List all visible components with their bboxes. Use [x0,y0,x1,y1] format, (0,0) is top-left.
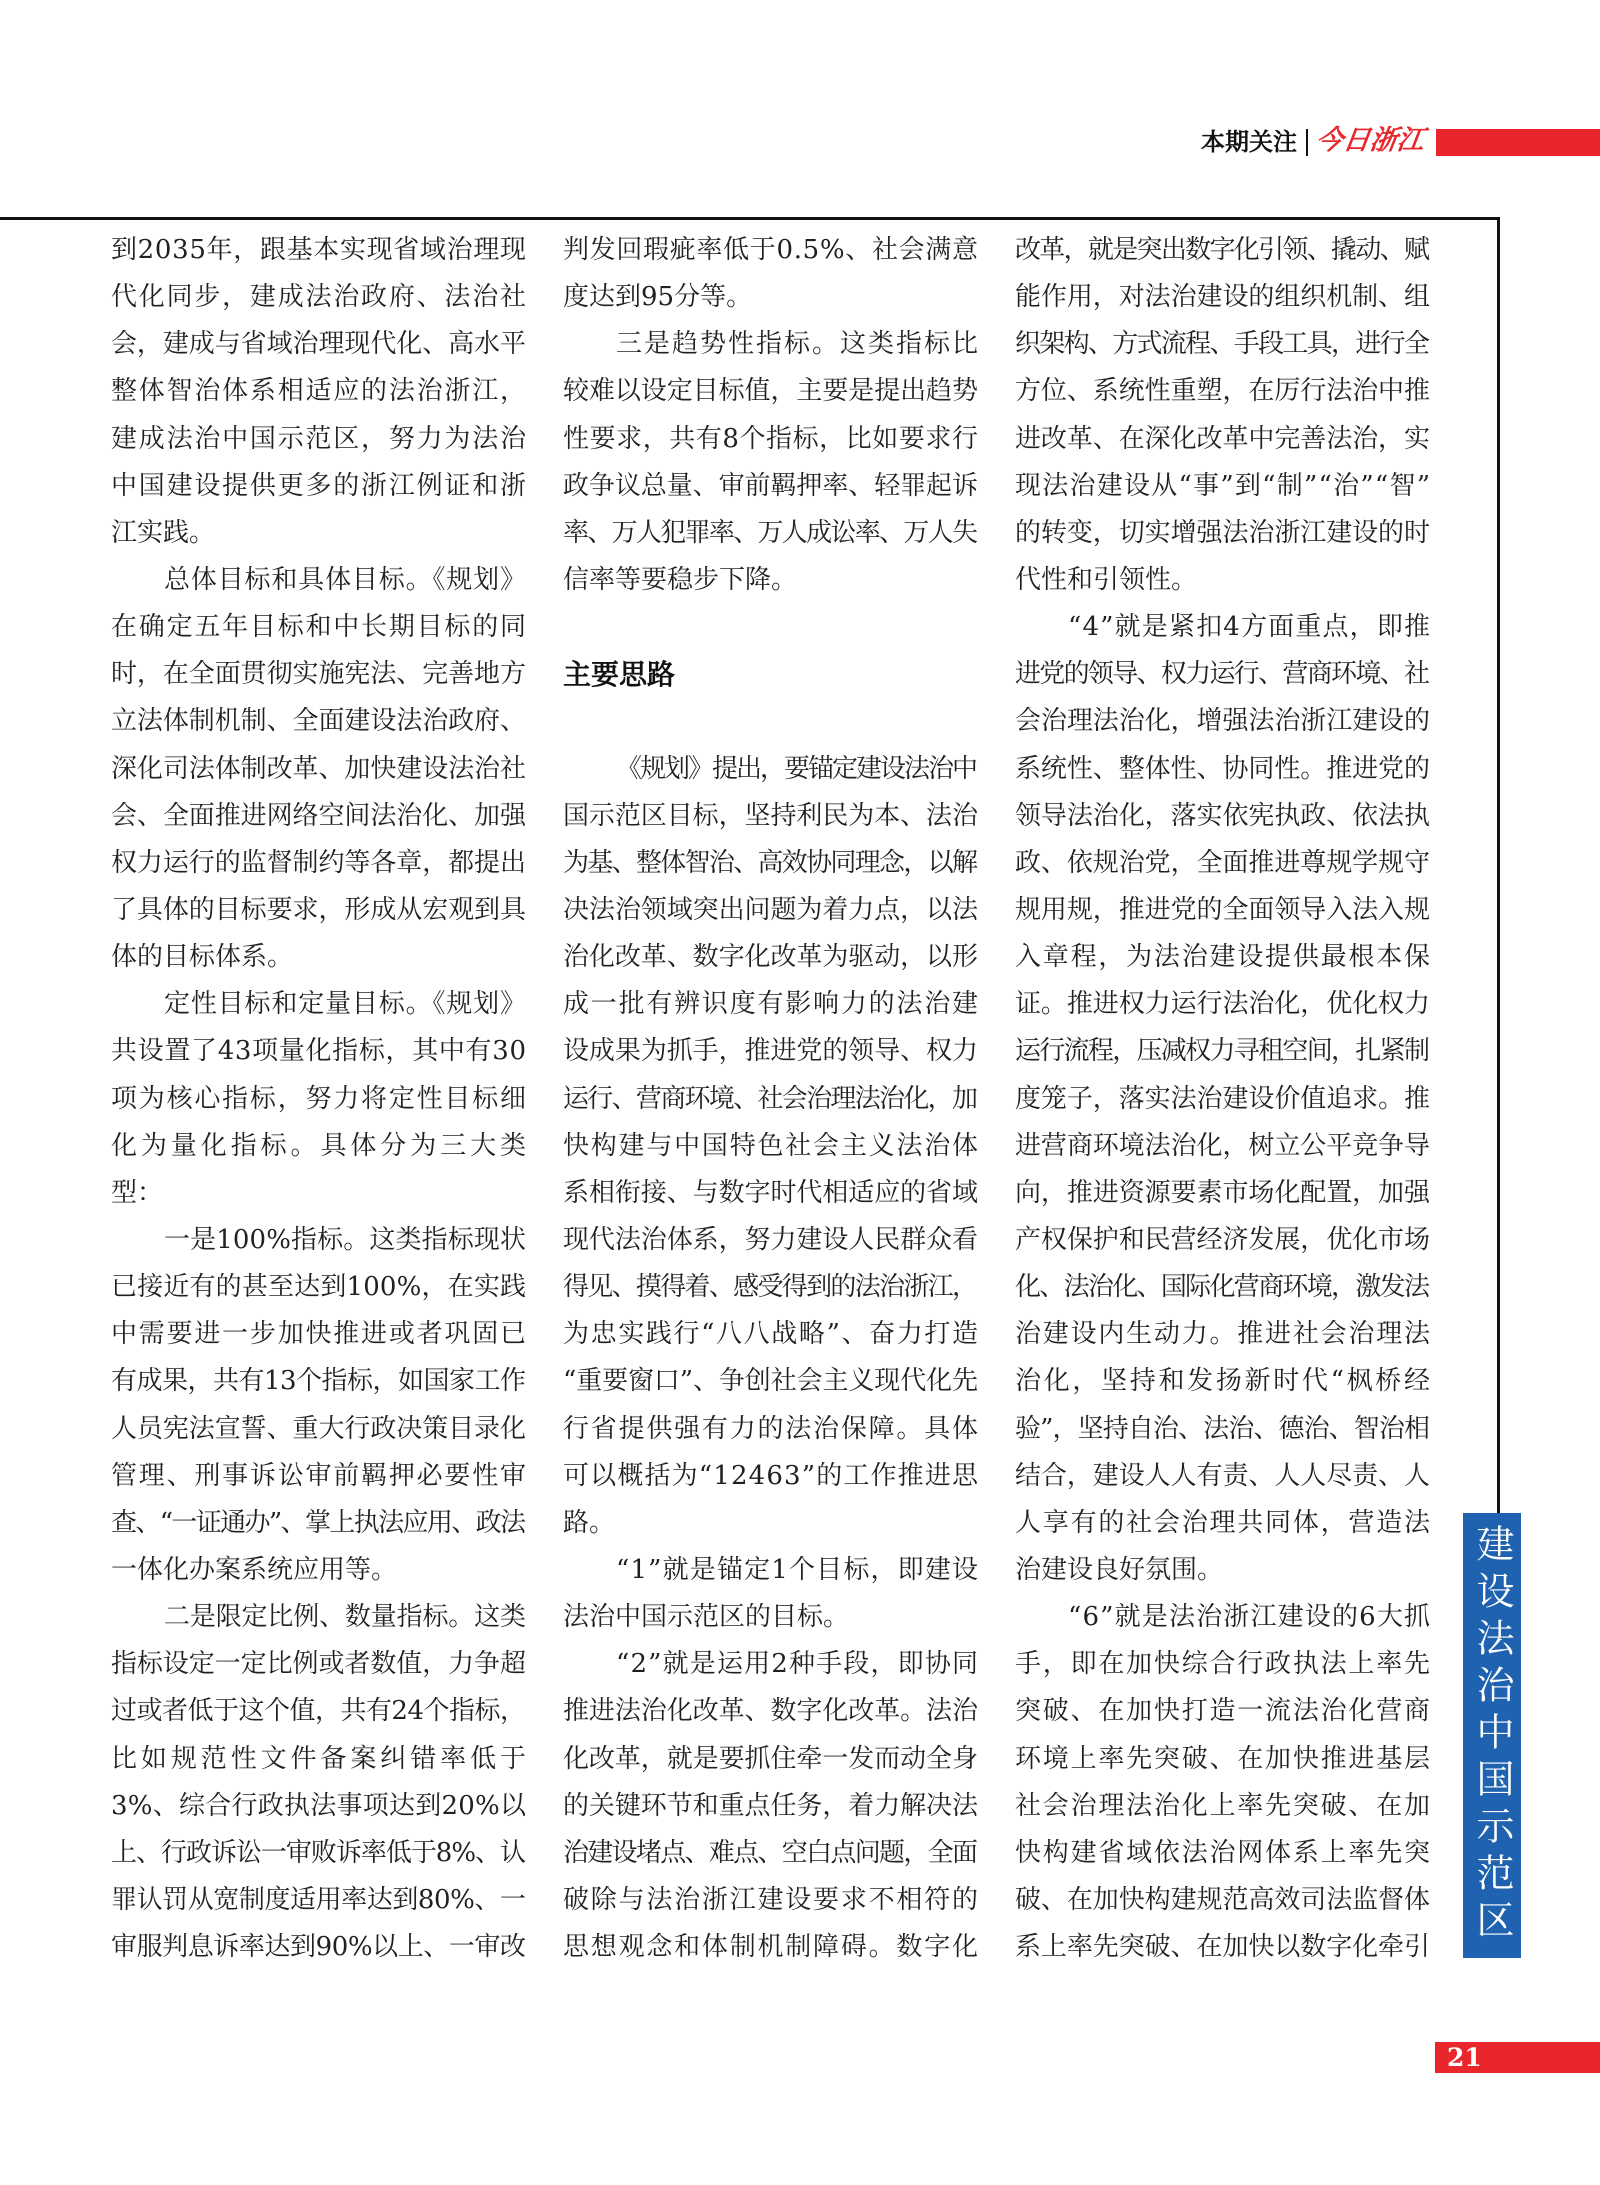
text-line: 审服判息诉率达到90%以上、一审改 [111,1932,526,1963]
blank-line [563,604,978,651]
text-line: 三是趋势性指标。这类指标比 [616,329,980,360]
text-line: 系相衔接、与数字时代相适应的省域 [563,1177,978,1208]
text-line: 治化，坚持和发扬新时代“枫桥经 [1015,1366,1433,1397]
text-line: 到2035年，跟基本实现省域治理现 [111,235,527,265]
text-column-1 [111,227,530,1971]
text-line: 手，即在加快综合行政执法上率先 [1015,1649,1432,1680]
text-line: 管理、刑事诉讼审前羁押必要性审 [111,1460,528,1491]
text-line: 一是100%指标。这类指标现状 [164,1224,527,1255]
text-line: 运行、营商环境、社会治理法治化，加 [563,1083,977,1114]
text-line: 信率等要稳步下降。 [563,564,798,595]
text-line: 方位、系统性重塑，在厉行法治中推 [1015,376,1430,407]
text-line: 结合，建设人人有责、人人尽责、人 [1015,1460,1430,1491]
paragraph [111,1594,530,1971]
text-line: 成一批有辨识度有影响力的法治建 [563,989,980,1020]
text-line: “1”就是锚定1个目标，即建设 [616,1554,980,1585]
header-red-bar [1436,129,1600,156]
text-column-3 [1015,227,1433,1971]
text-line: 社会治理法治化上率先突破、在加 [1015,1790,1432,1821]
paragraph [111,557,526,981]
text-line: 向，推进资源要素市场化配置，加强 [1015,1177,1430,1208]
text-line: 一体化办案系统应用等。 [111,1554,398,1585]
text-line: “4”就是紧扣4方面重点，即推 [1068,612,1432,643]
text-line: 时，在全面贯彻实施宪法、完善地方 [111,659,526,690]
text-line: 产权保护和民营经济发展，优化市场 [1015,1224,1430,1255]
text-line: 深化司法体制改革、加快建设法治社 [111,753,526,784]
text-line: 推进法治化改革、数字化改革。法治 [563,1696,978,1727]
top-rule [0,217,1500,220]
text-line: 指标设定一定比例或者数值，力争超 [111,1649,526,1680]
page-number: 21 [1435,2042,1600,2073]
text-line: 权力运行的监督制约等各章，都提出 [111,847,526,878]
text-line: 运行流程，压减权力寻租空间，扎紧制 [1015,1036,1429,1067]
text-line: “2”就是运用2种手段，即协同 [616,1649,980,1680]
text-line: 会、全面推进网络空间法治化、加强 [111,800,526,831]
paragraph [111,227,526,557]
text-line: 治建设内生动力。推进社会治理法 [1015,1319,1432,1350]
text-line: 治化改革、数字化改革为驱动，以形 [563,942,978,973]
text-line: 政、依规治党，全面推进尊规学规守 [1015,847,1430,878]
text-line: 破除与法治浙江建设要求不相符的 [563,1884,980,1915]
paragraph [111,981,530,1217]
text-line: 查、“一证通办”、掌上执法应用、政法 [111,1507,525,1538]
text-line: 思想观念和体制机制障碍。数字化 [563,1932,980,1963]
text-line: 治建设堵点、难点、空白点问题，全面 [563,1837,977,1868]
text-line: 人享有的社会治理共同体，营造法 [1015,1507,1432,1538]
text-line: 已接近有的甚至达到100%，在实践 [111,1272,527,1303]
text-line: 突破、在加快打造一流法治化营商 [1015,1696,1432,1727]
header-divider [1306,129,1308,156]
text-line: 建成法治中国示范区，努力为法治 [111,423,528,454]
text-line: 可以概括为“12463”的工作推进思 [563,1460,980,1491]
text-line: 法治中国示范区的目标。 [563,1602,850,1633]
paragraph [1015,604,1433,1594]
text-line: 度笼子，落实法治建设价值追求。推 [1015,1083,1430,1114]
text-line: 现法治建设从“事”到“制”“治”“智” [1015,470,1432,501]
text-line: 路。 [563,1507,616,1538]
text-line: 判发回瑕疵率低于0.5%、社会满意 [563,235,979,265]
text-line: 过或者低于这个值，共有24个指标， [111,1696,526,1727]
text-line: 立法体制机制、全面建设法治政府、 [111,706,526,737]
text-line: 入章程，为法治建设提供最根本保 [1015,942,1432,973]
text-line: 快构建与中国特色社会主义法治体 [563,1130,980,1161]
paragraph [563,1641,978,1971]
text-line: 证。推进权力运行法治化，优化权力 [1015,989,1430,1020]
text-line: 改革，就是突出数字化引领、撬动、赋 [1015,235,1429,265]
text-line: 《规划》提出，要锚定建设法治中 [616,753,976,784]
section-side-tab [1463,1513,1521,1958]
text-line: 行省提供强有力的法治保障。具体 [563,1413,980,1444]
text-line: 进党的领导、权力运行、营商环境、社 [1015,659,1429,690]
text-line: 代化同步，建成法治政府、法治社 [111,282,528,313]
text-line: 环境上率先突破、在加快推进基层 [1015,1743,1432,1774]
text-line: 江实践。 [111,517,216,548]
text-line: 为忠实践行“八八战略”、奋力打造 [563,1319,980,1350]
text-line: 有成果，共有13个指标，如国家工作 [111,1366,526,1397]
right-rule [1497,217,1500,1513]
text-line: 人员宪法宣誓、重大行政决策目录化 [111,1413,526,1444]
text-line: 治建设良好氛围。 [1015,1554,1224,1585]
text-line: 的关键环节和重点任务，着力解决法 [563,1790,978,1821]
text-line: 体的目标体系。 [111,942,294,973]
text-line: 进营商环境法治化，树立公平竞争导 [1015,1130,1430,1161]
text-line: 性要求，共有8个指标，比如要求行 [563,423,979,454]
text-line: 度达到95分等。 [563,282,753,313]
text-line: 织架构、方式流程、手段工具，进行全 [1015,329,1429,360]
section-label: 本期关注 [1201,128,1297,156]
section-heading: 主要思路 [563,658,676,692]
text-line: 系上率先突破、在加快以数字化牵引 [1015,1932,1430,1963]
text-line: 中需要进一步加快推进或者巩固已 [111,1319,528,1350]
text-line: 型： [111,1177,164,1208]
text-line: 代性和引领性。 [1015,564,1198,595]
text-line: 设成果为抓手，推进党的领导、权力 [563,1036,978,1067]
text-line: 化、法治化、国际化营商环境，激发法 [1015,1272,1429,1303]
blank-line [563,698,978,745]
text-line: 较难以设定目标值，主要是提出趋势 [563,376,978,407]
paragraph [111,1217,526,1594]
text-line: 罪认罚从宽制度适用率达到80%、一 [111,1884,526,1915]
text-line: 国示范区目标，坚持利民为本、法治 [563,800,978,831]
text-line: 能作用，对法治建设的组织机制、组 [1015,282,1430,313]
text-line: “重要窗口”、争创社会主义现代化先 [563,1366,978,1397]
text-line: 规用规，推进党的全面领导入法入规 [1015,894,1430,925]
text-line: 验”，坚持自治、法治、德治、智治相 [1015,1413,1430,1444]
text-line: 比如规范性文件备案纠错率低于 [111,1743,530,1774]
text-line: 总体目标和具体目标。《规划》 [164,564,527,595]
text-line: 了具体的目标要求，形成从宏观到具 [111,894,526,925]
text-line: 得见、摸得着、感受得到的法治浙江， [563,1272,977,1303]
paragraph [563,746,978,1547]
paragraph [1015,1594,1430,1971]
paragraph [563,321,978,604]
paragraph [1015,227,1430,604]
text-line: 会，建成与省域治理现代化、高水平 [111,329,526,360]
text-line: 项为核心指标，努力将定性目标细 [111,1083,528,1114]
magazine-logo: 今日浙江 [1313,125,1427,156]
text-column-2 [563,227,978,1971]
text-line: 共设置了43项量化指标，其中有30 [111,1036,527,1067]
text-line: 整体智治体系相适应的法治浙江， [111,376,528,407]
text-line: 上、行政诉讼一审败诉率低于8%、认 [111,1837,525,1868]
text-line: 化为量化指标。具体分为三大类 [111,1130,530,1161]
text-line: 进改革、在深化改革中完善法治，实 [1015,423,1430,454]
text-line: 现代法治体系，努力建设人民群众看 [563,1224,978,1255]
text-line: 政争议总量、审前羁押率、轻罪起诉 [563,470,978,501]
text-line: 在确定五年目标和中长期目标的同 [111,612,528,643]
text-line: 破、在加快构建规范高效司法监督体 [1015,1884,1430,1915]
text-line: 3%、综合行政执法事项达到20%以 [111,1790,527,1821]
text-line: 率、万人犯罪率、万人成讼率、万人失 [563,517,977,548]
text-line: 的转变，切实增强法治浙江建设的时 [1015,517,1430,548]
text-line: 二是限定比例、数量指标。这类 [164,1602,526,1633]
text-line: 快构建省域依法治网体系上率先突 [1015,1837,1432,1868]
text-line: 会治理法治化，增强法治浙江建设的 [1015,706,1430,737]
text-line: 决法治领域突出问题为着力点，以法 [563,894,978,925]
text-line: 为基、整体智治、高效协同理念，以解 [563,847,977,878]
text-line: 定性目标和定量目标。《规划》 [164,989,527,1020]
text-line: 领导法治化，落实依宪执政、依法执 [1015,800,1430,831]
paragraph [563,1547,978,1641]
text-line: “6”就是法治浙江建设的6大抓 [1068,1602,1432,1633]
text-line: 中国建设提供更多的浙江例证和浙 [111,470,528,501]
paragraph [563,227,978,321]
text-line: 化改革，就是要抓住牵一发而动全身 [563,1743,978,1774]
text-line: 系统性、整体性、协同性。推进党的 [1015,753,1430,784]
side-tab-label: 建设法治中国示范区 [1470,1524,1514,1947]
